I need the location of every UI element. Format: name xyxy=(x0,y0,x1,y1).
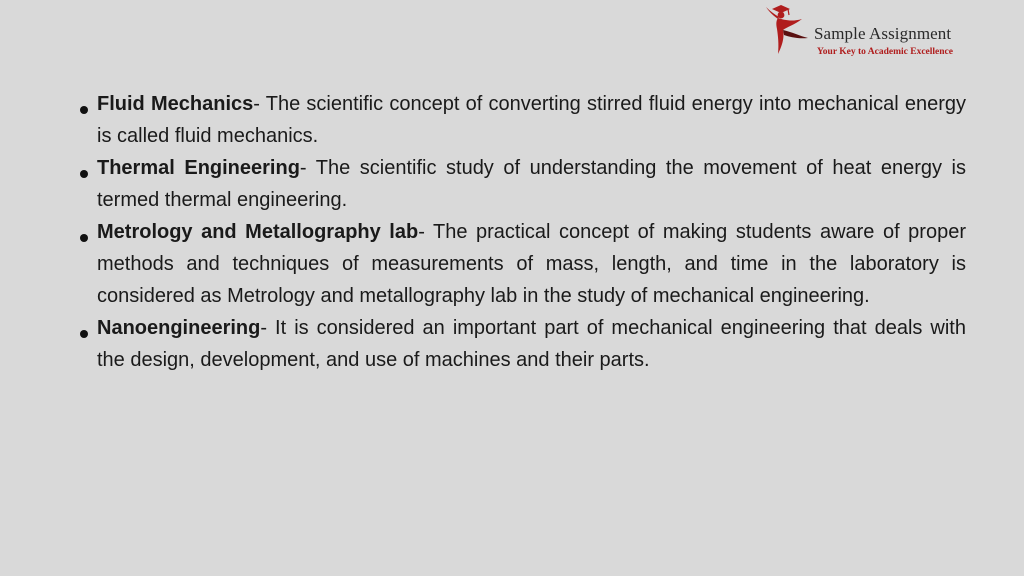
bullet-dot-icon xyxy=(80,330,88,338)
list-item xyxy=(78,216,966,312)
bullet-dot-icon xyxy=(80,170,88,178)
list-item xyxy=(78,152,966,216)
list-item xyxy=(78,88,966,152)
bullet-text: - The practical concept of making students aware of proper methods and techniques of measurements of mass, length, and time in the laboratory is considered as Metrology and metallography lab in the study of mechanical engineering. xyxy=(97,221,966,307)
bullet-dot-icon xyxy=(80,234,88,242)
bullet-dot-icon xyxy=(80,106,88,114)
bullet-text: - It is considered an important part of mechanical engineering that deals with the design, development, and use of machines and their parts. xyxy=(97,317,966,371)
brand-logo xyxy=(762,2,962,60)
list-item xyxy=(78,312,966,376)
bullet-term: Fluid Mechanics xyxy=(97,93,254,115)
bullet-list xyxy=(78,88,966,376)
bullet-term: Thermal Engineering xyxy=(97,157,300,179)
bullet-term: Metrology and Metallography lab xyxy=(97,221,419,243)
brand-name: Sample Assignment xyxy=(814,24,952,43)
graduate-figure-icon xyxy=(762,2,818,60)
brand-tagline: Your Key to Academic Excellence xyxy=(817,47,953,57)
slide-content xyxy=(78,88,966,376)
bullet-term: Nanoengineering xyxy=(97,317,261,339)
bullet-text: - The scientific concept of converting stirred fluid energy into mechanical energy is called fluid mechanics. xyxy=(97,93,967,147)
bullet-text: - The scientific study of understanding the movement of heat energy is termed thermal engineering. xyxy=(97,157,966,211)
